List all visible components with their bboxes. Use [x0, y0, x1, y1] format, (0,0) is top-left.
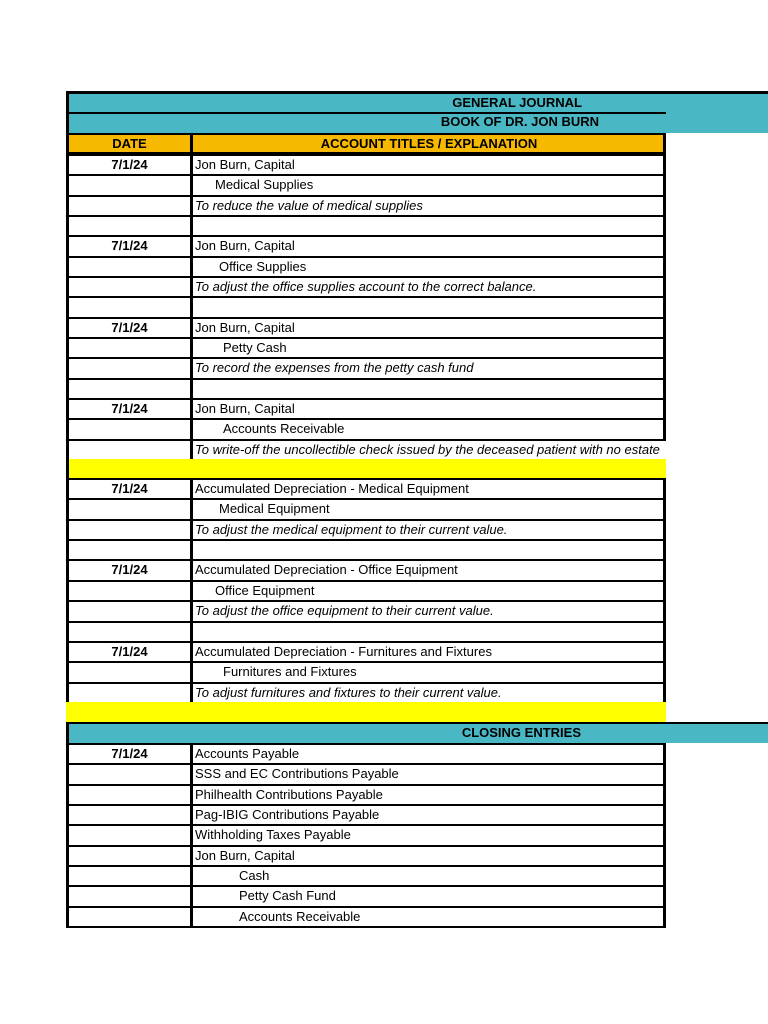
- column-header-date: DATE: [69, 135, 193, 152]
- journal-row: [66, 439, 666, 461]
- journal-row: [66, 743, 666, 765]
- row-date: 7/1/24: [69, 745, 193, 763]
- closing-band: [66, 722, 768, 743]
- subtitle-band: [66, 112, 768, 133]
- row-date: [69, 908, 193, 926]
- journal-title: GENERAL JOURNAL: [452, 95, 582, 110]
- row-credit-account: Accounts Receivable: [239, 908, 361, 924]
- journal-row: [66, 600, 666, 622]
- row-date: [69, 298, 193, 316]
- journal-row: [66, 478, 666, 500]
- closing-title: CLOSING ENTRIES: [461, 725, 581, 740]
- row-credit-account: Petty Cash: [223, 339, 287, 355]
- row-debit-account: Jon Burn, Capital: [195, 400, 295, 416]
- row-credit-account: Medical Supplies: [215, 177, 314, 193]
- journal-row: [66, 256, 666, 278]
- row-date: 7/1/24: [69, 156, 193, 174]
- section-separator-2: [66, 702, 666, 722]
- journal-row: [66, 498, 666, 520]
- row-date: [69, 197, 193, 215]
- row-debit-account: Jon Burn, Capital: [195, 847, 295, 863]
- journal-subtitle: BOOK OF DR. JON BURN: [440, 114, 599, 129]
- row-credit-account: Petty Cash Fund: [239, 888, 336, 904]
- row-explanation: To record the expenses from the petty cash fund: [195, 360, 474, 376]
- row-explanation: To reduce the value of medical supplies: [195, 197, 423, 213]
- row-date: [69, 217, 193, 235]
- column-header-row: [66, 133, 666, 154]
- journal-row: [66, 641, 666, 663]
- row-date: [69, 541, 193, 559]
- row-debit-account: Accumulated Depreciation - Office Equipment: [195, 562, 458, 578]
- row-explanation: To adjust furnitures and fixtures to their current value.: [195, 684, 502, 700]
- row-debit-account: Jon Burn, Capital: [195, 319, 295, 335]
- row-date: [69, 500, 193, 518]
- journal-row: [66, 804, 666, 826]
- row-date: [69, 765, 193, 783]
- row-date: [69, 887, 193, 905]
- journal-row: [66, 559, 666, 581]
- row-debit-account: [193, 623, 663, 641]
- title-band: [66, 91, 768, 112]
- journal-row: [66, 317, 666, 339]
- journal-row: [66, 378, 666, 400]
- row-debit-account: [193, 298, 663, 316]
- journal-row: [66, 682, 666, 704]
- row-date: [69, 339, 193, 357]
- row-explanation: To write-off the uncollectible check issued by the deceased patient with no estate: [195, 441, 660, 457]
- row-date: [69, 521, 193, 539]
- column-header-account: ACCOUNT TITLES / EXPLANATION: [320, 136, 538, 151]
- journal-row: [66, 784, 666, 806]
- row-date: [69, 258, 193, 276]
- row-date: [69, 684, 193, 702]
- row-date: [69, 441, 193, 459]
- row-date: 7/1/24: [69, 561, 193, 579]
- row-debit-account: Pag-IBIG Contributions Payable: [195, 806, 380, 822]
- journal-row: [66, 174, 666, 196]
- journal-row: [66, 539, 666, 561]
- row-debit-account: Accumulated Depreciation - Medical Equipment: [195, 481, 469, 496]
- row-date: [69, 847, 193, 865]
- journal-row: [66, 154, 666, 176]
- section-separator-1: [66, 459, 666, 478]
- row-explanation: To adjust the office equipment to their current value.: [195, 603, 494, 619]
- row-credit-account: Furnitures and Fixtures: [223, 664, 357, 680]
- row-date: [69, 582, 193, 600]
- journal-row: [66, 357, 666, 379]
- row-debit-account: SSS and EC Contributions Payable: [195, 766, 399, 782]
- journal-row: [66, 621, 666, 643]
- row-credit-account: Cash: [239, 867, 270, 883]
- row-date: 7/1/24: [69, 237, 193, 255]
- row-credit-account: Accounts Receivable: [223, 421, 345, 437]
- journal-row: [66, 398, 666, 420]
- journal-row: [66, 906, 666, 928]
- journal-row: [66, 763, 666, 785]
- journal-row: [66, 235, 666, 257]
- row-explanation: To adjust the office supplies account to the correct balance.: [195, 278, 537, 294]
- row-date: [69, 623, 193, 641]
- row-date: [69, 602, 193, 620]
- journal-row: [66, 215, 666, 237]
- row-debit-account: Accounts Payable: [195, 746, 300, 761]
- journal-row: [66, 865, 666, 887]
- journal-row: [66, 519, 666, 541]
- row-date: [69, 176, 193, 194]
- row-date: [69, 420, 193, 438]
- row-date: 7/1/24: [69, 643, 193, 661]
- row-credit-account: Office Supplies: [219, 258, 307, 274]
- row-debit-account: Accumulated Depreciation - Furnitures and Fixtures: [195, 643, 492, 659]
- journal-row: [66, 661, 666, 683]
- journal-row: [66, 418, 666, 440]
- journal-row: [66, 845, 666, 867]
- journal-row: [66, 276, 666, 298]
- journal-row: [66, 195, 666, 217]
- row-date: [69, 826, 193, 844]
- row-debit-account: [193, 380, 663, 398]
- row-date: [69, 380, 193, 398]
- row-debit-account: Philhealth Contributions Payable: [195, 786, 383, 802]
- row-debit-account: Jon Burn, Capital: [195, 157, 295, 172]
- row-date: 7/1/24: [69, 319, 193, 337]
- row-debit-account: [193, 217, 663, 235]
- journal-row: [66, 337, 666, 359]
- row-credit-account: Office Equipment: [215, 582, 315, 598]
- row-credit-account: Medical Equipment: [219, 501, 330, 517]
- row-date: 7/1/24: [69, 400, 193, 418]
- row-date: [69, 663, 193, 681]
- row-debit-account: [193, 541, 663, 559]
- row-debit-account: Jon Burn, Capital: [195, 238, 295, 254]
- row-explanation: To adjust the medical equipment to their current value.: [195, 521, 508, 537]
- journal-row: [66, 824, 666, 846]
- journal-row: [66, 580, 666, 602]
- journal-row: [66, 296, 666, 318]
- row-debit-account: Withholding Taxes Payable: [195, 827, 351, 843]
- row-date: 7/1/24: [69, 480, 193, 498]
- row-date: [69, 867, 193, 885]
- row-date: [69, 359, 193, 377]
- row-date: [69, 278, 193, 296]
- journal-row: [66, 885, 666, 907]
- row-date: [69, 806, 193, 824]
- row-date: [69, 786, 193, 804]
